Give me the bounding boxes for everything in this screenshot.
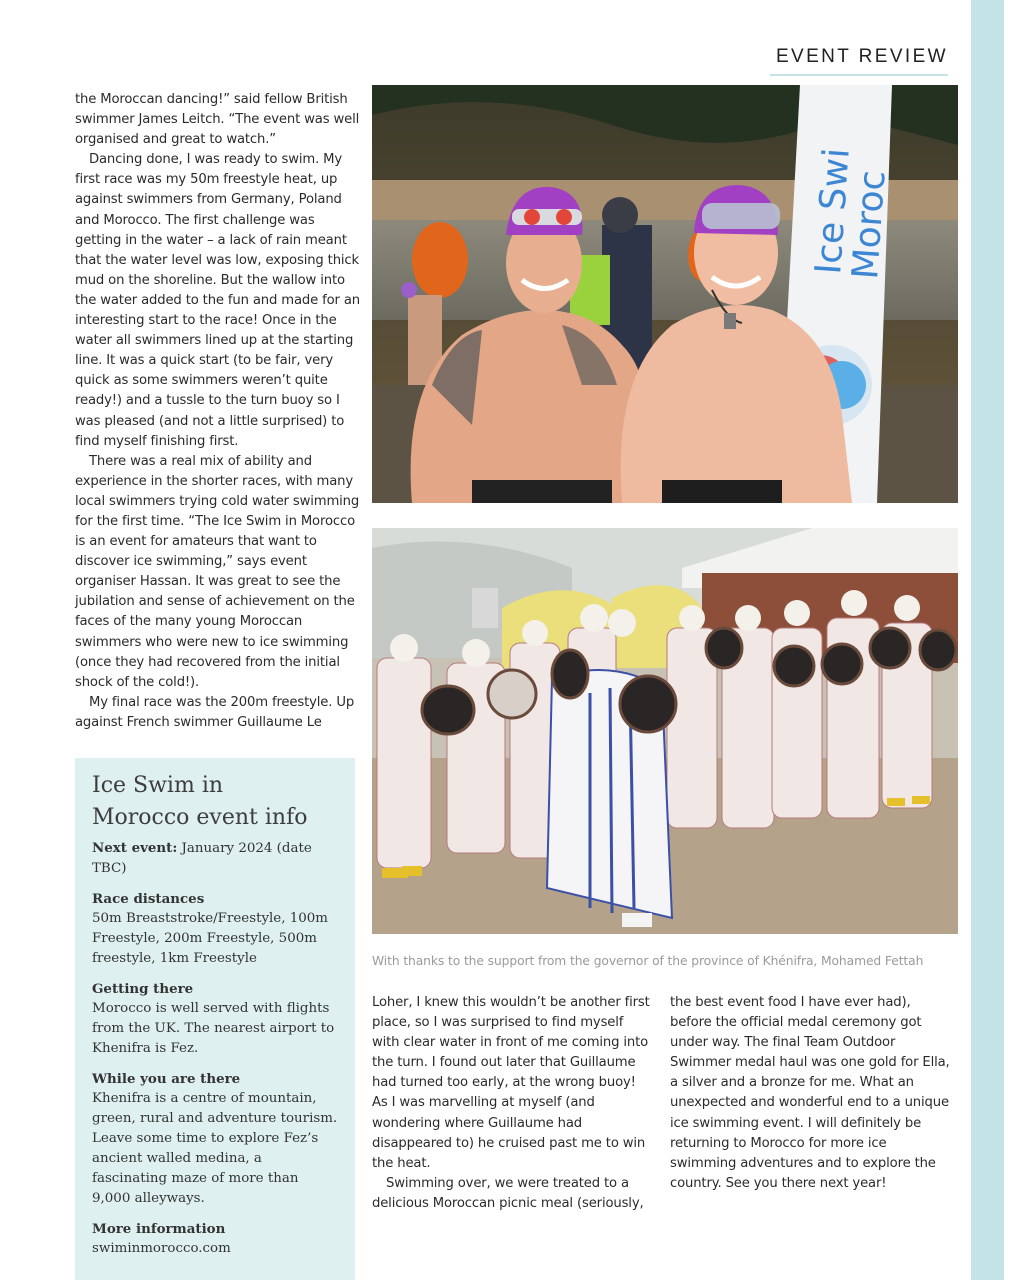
article-left-column (75, 90, 360, 733)
article-bottom-column-2 (670, 993, 955, 1194)
paragraph: the Moroccan dancing!” said fellow British swimmer James Leitch. “The event was well organised and great to watch.” (75, 92, 360, 148)
swimmers-photo (372, 85, 958, 503)
info-website-link[interactable]: swiminmorocco.com (92, 1241, 231, 1256)
event-info-box (75, 758, 355, 1280)
paragraph: There was a real mix of ability and experience in the shorter races, with many local swimmers trying cold water swimming for the first time. “The Ice Swim in Morocco is an event for amateurs that want to discover ice swimming,” says event organiser Hassan. It was great to see the jubilation and sense of achievement on the faces of the many young Moroccan swimmers who were new to ice swimming (once they had recovered from the initial shock of the cold!). (75, 453, 360, 690)
info-heading: Race distances (92, 891, 205, 907)
info-text: 50m Breaststroke/Freestyle, 100m Freestyle, 200m Freestyle, 500m freestyle, 1km Freestyle (92, 911, 328, 966)
banner-text: Ice Swi (808, 146, 858, 276)
banner-text: Moroc (845, 169, 894, 281)
article-bottom-column-1 (372, 993, 654, 1214)
info-title-line: Morocco event info (92, 805, 308, 830)
paragraph: Dancing done, I was ready to swim. My first race was my 50m freestyle heat, up against swimmers from Germany, Poland and Morocco. The first challenge was getting in the water – a lack of rain meant that the water level was low, exposing thick mud on the shoreline. But the wallow into the water added to the fun and made for an interesting start to the race! Once in the water all swimmers lined up at the starting line. It was a quick start (to be fair, very quick as some swimmers weren’t quite ready!) and a tussle to the turn buoy so I was pleased (and not a little surprised) to find myself finishing first. (75, 152, 360, 449)
info-heading: While you are there (92, 1071, 241, 1087)
info-box-title (92, 770, 339, 834)
paragraph: the best event food I have ever had), before the official medal ceremony got under way. The final Team Outdoor Swimmer medal haul was one gold for Ella, a silver and a bronze for me. What an unexpected and wonderful end to a unique ice swimming event. I will definitely be returning to Morocco for more ice swimming adventures and to explore the country. See you there next year! (670, 995, 950, 1191)
photo-caption: With thanks to the support from the governor of the province of Khénifra, Mohamed Fettah (372, 954, 924, 968)
info-heading: Getting there (92, 981, 194, 997)
side-accent-strip (971, 0, 1004, 1280)
section-label: EVENT REVIEW (770, 46, 948, 76)
info-text: Morocco is well served with flights from the UK. The nearest airport to Khenifra is Fez. (92, 1001, 335, 1056)
next-event-label: Next event: (92, 840, 178, 856)
info-title-line: Ice Swim in (92, 773, 224, 798)
drummers-photo (372, 528, 958, 934)
paragraph: Loher, I knew this wouldn’t be another first place, so I was surprised to find myself with clear water in front of me coming into the turn. I found out later that Guillaume had turned too early, at the wrong buoy! As I was marvelling at myself (and wondering where Guillaume had disappeared to) he cruised past me to win the heat. (372, 995, 650, 1171)
paragraph: My final race was the 200m freestyle. Up against French swimmer Guillaume Le (75, 694, 355, 730)
paragraph: Swimming over, we were treated to a delicious Moroccan picnic meal (seriously, (372, 1175, 644, 1211)
info-text: Khenifra is a centre of mountain, green, rural and adventure tourism. Leave some time to explore Fez’s ancient walled medina, a fascinating maze of more than 9,000 alleyways. (92, 1091, 338, 1206)
next-event (92, 838, 339, 879)
next-event-value: January 2024 (date TBC) (92, 841, 312, 876)
drummers-photo-image (372, 528, 958, 934)
swimmers-photo-image (372, 85, 958, 503)
info-heading: More information (92, 1221, 226, 1237)
